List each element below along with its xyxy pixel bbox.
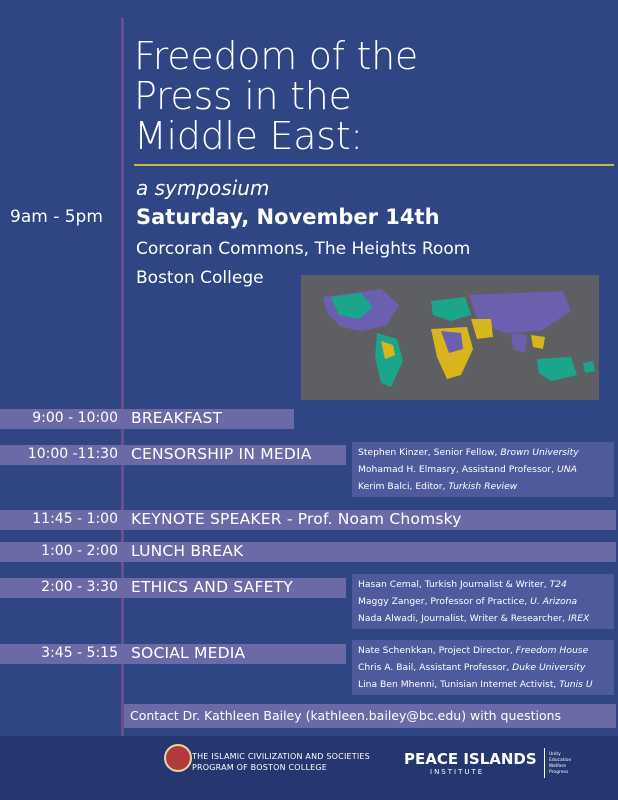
schedule-session: SOCIAL MEDIA bbox=[131, 644, 246, 662]
event-time: 9am - 5pm bbox=[10, 207, 103, 227]
peace-islands-motto bbox=[549, 752, 571, 776]
motto-word: Education bbox=[549, 758, 572, 763]
event-subtitle: a symposium bbox=[136, 176, 270, 200]
speaker-line: Chris A. Bail, Assistant Professor, Duke University bbox=[358, 662, 586, 673]
schedule-time: 1:00 - 2:00 bbox=[41, 543, 118, 559]
contact-info: Contact Dr. Kathleen Bailey (kathleen.bailey@bc.edu) with questions bbox=[124, 704, 616, 728]
motto-word: Progress bbox=[549, 770, 569, 775]
icsb-line: PROGRAM OF BOSTON COLLEGE bbox=[192, 763, 328, 772]
speaker-line: Stephen Kinzer, Senior Fellow, Brown University bbox=[358, 447, 579, 458]
schedule-session: KEYNOTE SPEAKER - Prof. Noam Chomsky bbox=[131, 510, 462, 528]
speaker-line: Lina Ben Mhenni, Tunisian Internet Activist, Tunis U bbox=[358, 679, 593, 690]
world-map-image bbox=[301, 275, 599, 400]
peace-islands-logo: PEACE ISLANDS bbox=[404, 750, 537, 768]
motto-word: Unity bbox=[549, 752, 561, 757]
speaker-line: Kerim Balci, Editor, Turkish Review bbox=[358, 481, 518, 492]
speaker-line: Maggy Zanger, Professor of Practice, U. Arizona bbox=[358, 596, 578, 607]
panel-social bbox=[352, 640, 614, 695]
title-line: Middle East: bbox=[134, 114, 363, 158]
motto-word: Welfare bbox=[549, 764, 567, 769]
schedule-time: 9:00 - 10:00 bbox=[32, 410, 118, 426]
event-title bbox=[134, 36, 418, 156]
icsb-line: THE ISLAMIC CIVILIZATION AND SOCIETIES bbox=[192, 752, 370, 761]
logo-divider bbox=[544, 748, 545, 778]
title-line: Press in the bbox=[134, 74, 352, 118]
icsb-logo-text bbox=[192, 751, 370, 773]
schedule-row bbox=[0, 510, 616, 530]
event-date: Saturday, November 14th bbox=[136, 205, 440, 229]
schedule-time: 2:00 - 3:30 bbox=[41, 579, 118, 595]
panel-censorship bbox=[352, 442, 614, 497]
peace-islands-institute: INSTITUTE bbox=[430, 768, 485, 776]
event-college: Boston College bbox=[136, 268, 264, 288]
schedule-row bbox=[0, 542, 616, 562]
schedule-session: ETHICS AND SAFETY bbox=[131, 578, 293, 596]
panel-ethics bbox=[352, 574, 614, 629]
schedule-row bbox=[0, 445, 346, 465]
schedule-session: BREAKFAST bbox=[131, 409, 223, 427]
schedule-time: 11:45 - 1:00 bbox=[32, 511, 118, 527]
speaker-line: Hasan Cemal, Turkish Journalist & Writer, T24 bbox=[358, 579, 567, 590]
title-rule bbox=[134, 164, 614, 166]
schedule-session: CENSORSHIP IN MEDIA bbox=[131, 445, 312, 463]
title-line: Freedom of the bbox=[134, 34, 418, 78]
schedule-time: 3:45 - 5:15 bbox=[41, 645, 118, 661]
boston-college-seal-icon bbox=[164, 744, 192, 772]
schedule-row bbox=[0, 578, 346, 598]
event-venue: Corcoran Commons, The Heights Room bbox=[136, 239, 471, 259]
schedule-row bbox=[0, 409, 294, 429]
speaker-line: Mohamad H. Elmasry, Assistand Professor, UNA bbox=[358, 464, 577, 475]
schedule-row bbox=[0, 644, 346, 664]
schedule-time: 10:00 -11:30 bbox=[27, 446, 118, 462]
speaker-line: Nada Alwadi, Journalist, Writer & Researcher, IREX bbox=[358, 613, 590, 624]
schedule-session: LUNCH BREAK bbox=[131, 542, 244, 560]
speaker-line: Nate Schenkkan, Project Director, Freedom House bbox=[358, 645, 589, 656]
